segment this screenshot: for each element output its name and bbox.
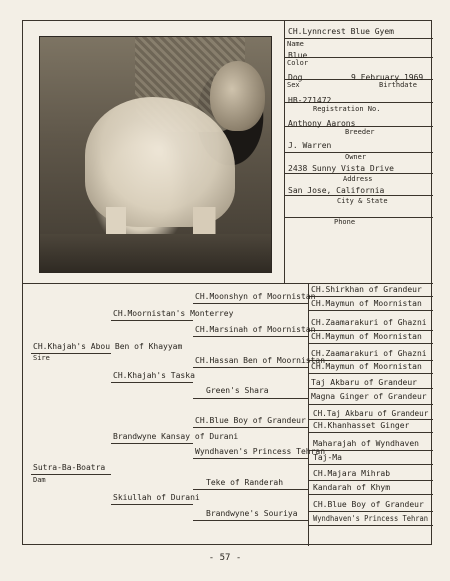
color-label: Color <box>287 59 309 67</box>
phone-label: Phone <box>334 218 356 226</box>
ancestor-gen3-1: CH.Moonshyn of Moornistan <box>195 292 316 301</box>
ancestor-gen4-12: Taj-Ma <box>313 453 342 462</box>
ancestor-gen4-2: CH.Maymun of Moornistan <box>311 299 422 308</box>
ancestor-gen4-6: CH.Maymun of Moornistan <box>311 362 422 371</box>
ancestor-gen4-10: CH.Khanhasset Ginger <box>313 421 410 430</box>
name-label: Name <box>287 40 304 48</box>
breeder-label: Breeder <box>345 128 375 136</box>
dog-name: CH.Lynncrest Blue Gyem <box>288 27 394 36</box>
ancestor-gen4-4: CH.Maymun of Moornistan <box>311 332 422 341</box>
dog-sex: Dog <box>288 73 303 82</box>
ancestor-gen3-4: Green's Shara <box>206 386 269 395</box>
ancestor-gen3-3: CH.Hassan Ben of Moornistan <box>195 356 326 365</box>
ancestor-gen3-8: Brandwyne's Souriya <box>206 509 298 518</box>
ancestor-gen4-14: Kandarah of Khym <box>313 483 391 492</box>
ancestor-gen3-2: CH.Marsinah of Moornistan <box>195 325 316 334</box>
city-label: City & State <box>337 197 388 205</box>
pedigree-page <box>22 20 432 545</box>
ancestor-gen4-9: CH.Taj Akbaru of Grandeur <box>313 409 429 418</box>
dam-label: Dam <box>33 476 46 484</box>
ancestor-gen4-5: CH.Zaamarakuri of Ghazni <box>311 349 427 358</box>
ancestor-gen2-2: CH.Khajah's Taska <box>113 371 195 380</box>
ancestor-gen2-4: Skiullah of Durani <box>113 493 200 502</box>
registration-label: Registration No. <box>313 105 381 113</box>
page-number: - 57 - <box>208 553 242 563</box>
ancestor-gen3-5: CH.Blue Boy of Grandeur <box>195 416 306 425</box>
ancestor-gen4-11: Maharajah of Wyndhaven <box>313 439 419 448</box>
ancestor-gen2-1: CH.Moornistan's Monterrey <box>113 309 234 318</box>
ancestor-gen4-15: CH.Blue Boy of Grandeur <box>313 500 424 509</box>
owner-name: J. Warren <box>288 141 332 150</box>
owner-city: San Jose, California <box>288 186 385 195</box>
dog-birthdate: 9 February 1969 <box>351 73 424 82</box>
ancestor-gen4-1: CH.Shirkhan of Grandeur <box>311 285 422 294</box>
dog-photo <box>39 36 272 273</box>
breeder-name: Anthony Aarons <box>288 119 356 128</box>
owner-label: Owner <box>345 153 367 161</box>
ancestor-gen4-16: Wyndhaven's Princess Tehran <box>313 514 429 523</box>
ancestor-gen4-7: Taj Akbaru of Grandeur <box>311 378 417 387</box>
dog-color: Blue <box>288 51 308 60</box>
ancestor-gen3-6: Wyndhaven's Princess Tehran <box>195 447 326 456</box>
sire-label: Sire <box>33 354 50 362</box>
address-label: Address <box>343 175 373 183</box>
sex-label: Sex <box>287 81 300 89</box>
sire-name: CH.Khajah's Abou Ben of Khayyam <box>33 342 183 351</box>
dam-name: Sutra-Ba-Boatra <box>33 463 106 472</box>
owner-address: 2438 Sunny Vista Drive <box>288 164 394 173</box>
registration-number: HB-271472 <box>288 96 332 105</box>
ancestor-gen4-13: CH.Majara Mihrab <box>313 469 391 478</box>
ancestor-gen4-8: Magna Ginger of Grandeur <box>311 392 427 401</box>
birthdate-label: Birthdate <box>379 81 417 89</box>
ancestor-gen2-3: Brandwyne Kansay of Durani <box>113 432 239 441</box>
ancestor-gen4-3: CH.Zaamarakuri of Ghazni <box>311 318 427 327</box>
ancestor-gen3-7: Teke of Randerah <box>206 478 284 487</box>
